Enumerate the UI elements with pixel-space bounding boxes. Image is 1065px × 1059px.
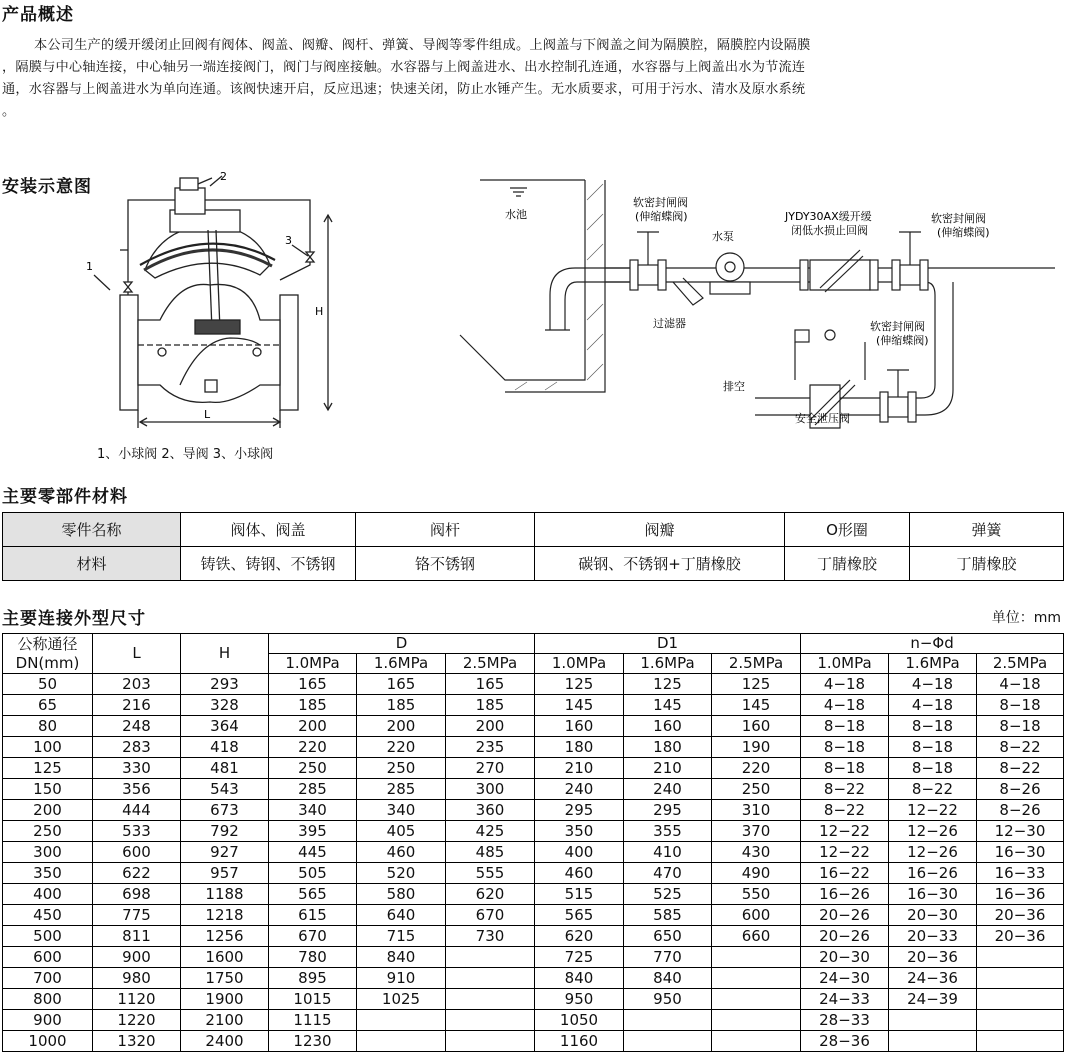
header-dn [3,634,93,674]
table-cell: 698 [93,884,181,905]
label-gate3-b: (伸缩蝶阀) [876,334,929,347]
table-cell: 895 [269,968,357,989]
header-dn-a: 公称通径 [17,634,78,653]
table-row [3,695,1064,716]
table-cell: 515 [535,884,624,905]
table-cell: 490 [712,863,801,884]
table-cell: 250 [269,758,357,779]
table-cell: 410 [624,842,712,863]
header-d1: D1 [535,634,801,654]
table-cell: 12−22 [889,800,977,821]
install-title: 安装示意图 [2,177,92,197]
table-cell: 418 [181,737,269,758]
table-cell: 100 [3,737,93,758]
table-cell: 8−26 [977,779,1064,800]
table-cell [712,989,801,1010]
table-cell [977,968,1064,989]
label-gate1-b: (伸缩蝶阀) [635,210,688,223]
table-cell: 840 [535,968,624,989]
table-cell: 450 [3,905,93,926]
header-pressure: 2.5MPa [446,654,535,674]
table-cell [357,1010,446,1031]
table-cell: 1160 [535,1031,624,1052]
header-pressure: 1.6MPa [889,654,977,674]
table-cell: 16−30 [889,884,977,905]
table-cell: 250 [357,758,446,779]
table-cell: 235 [446,737,535,758]
table-row [3,1031,1064,1052]
table-cell: 165 [269,674,357,695]
table-cell: 1256 [181,926,269,947]
table-cell: 20−36 [977,905,1064,926]
header-pressure: 1.6MPa [357,654,446,674]
table-cell: 铬不锈钢 [356,547,535,581]
table-cell: 弹簧 [910,513,1064,547]
table-cell: 950 [624,989,712,1010]
table-cell: 660 [712,926,801,947]
table-row [3,758,1064,779]
table-cell: 180 [535,737,624,758]
table-cell: 240 [535,779,624,800]
table-cell: 430 [712,842,801,863]
table-cell: 285 [269,779,357,800]
table-row [3,737,1064,758]
table-cell: 1000 [3,1031,93,1052]
table-cell: 725 [535,947,624,968]
system-diagram [455,170,1065,440]
table-cell: 800 [3,989,93,1010]
table-cell: 364 [181,716,269,737]
table-cell: 125 [535,674,624,695]
table-cell: 200 [269,716,357,737]
table-cell: 4−18 [801,674,889,695]
table-cell: 356 [93,779,181,800]
header-pressure: 1.0MPa [269,654,357,674]
table-cell: 165 [446,674,535,695]
table-cell: 12−26 [889,842,977,863]
table-cell: 210 [624,758,712,779]
table-cell: 1050 [535,1010,624,1031]
table-cell: 16−26 [889,863,977,884]
table-cell: 445 [269,842,357,863]
table-cell [446,947,535,968]
table-cell: 295 [535,800,624,821]
table-cell: 12−30 [977,821,1064,842]
table-cell: 500 [3,926,93,947]
table-cell: 1188 [181,884,269,905]
label-check-a: JYDY30AX缓开缓 [785,210,872,223]
table-cell: 840 [624,968,712,989]
table-cell: 900 [93,947,181,968]
header-pressure: 2.5MPa [712,654,801,674]
table-cell: 400 [535,842,624,863]
table-cell: 250 [712,779,801,800]
table-cell: 350 [535,821,624,842]
table-cell: 16−30 [977,842,1064,863]
table-cell: 12−26 [889,821,977,842]
table-cell: 1115 [269,1010,357,1031]
label-gate2-b: (伸缩蝶阀) [937,226,990,239]
table-cell: 1320 [93,1031,181,1052]
table-cell: 2100 [181,1010,269,1031]
table-cell: 145 [624,695,712,716]
table-row [3,821,1064,842]
table-cell: 1600 [181,947,269,968]
table-cell: 28−36 [801,1031,889,1052]
table-cell: 670 [269,926,357,947]
table-cell: 1230 [269,1031,357,1052]
table-cell: 16−26 [801,884,889,905]
table-cell: 350 [3,863,93,884]
table-cell: 957 [181,863,269,884]
table-cell: 481 [181,758,269,779]
table-cell: 425 [446,821,535,842]
table-row [3,947,1064,968]
table-cell: 220 [712,758,801,779]
label-relief: 安全泄压阀 [795,412,850,425]
table-cell: 20−36 [977,926,1064,947]
table-cell: 340 [269,800,357,821]
table-cell: 4−18 [889,695,977,716]
table-cell: 220 [269,737,357,758]
table-cell: 24−39 [889,989,977,1010]
table-cell: 24−30 [801,968,889,989]
table-cell: 622 [93,863,181,884]
table-cell: 180 [624,737,712,758]
dimensions-title: 主要连接外型尺寸 [2,609,146,629]
table-cell [446,968,535,989]
table-cell: 585 [624,905,712,926]
table-cell: 600 [712,905,801,926]
overview-paragraph [2,35,1064,123]
table-cell: 770 [624,947,712,968]
table-cell: 285 [357,779,446,800]
table-cell [712,947,801,968]
header-pressure: 1.0MPa [535,654,624,674]
table-cell: 8−22 [977,737,1064,758]
table-row [3,926,1064,947]
table-cell: 580 [357,884,446,905]
header-nd: n−Φd [801,634,1064,654]
table-row [3,989,1064,1010]
table-cell: 293 [181,674,269,695]
label-filter: 过滤器 [653,317,686,330]
table-cell: 300 [3,842,93,863]
table-cell: 16−33 [977,863,1064,884]
materials-header-row [3,513,1064,547]
table-cell: 203 [93,674,181,695]
header-d: D [269,634,535,654]
table-cell [446,989,535,1010]
label-pool: 水池 [505,208,527,221]
table-cell: 950 [535,989,624,1010]
table-row [3,716,1064,737]
table-cell: 12−22 [801,821,889,842]
table-cell: 丁腈橡胶 [910,547,1064,581]
table-cell [889,1010,977,1031]
table-cell: 295 [624,800,712,821]
label-gate1-a: 软密封闸阀 [633,196,688,209]
table-cell: 8−22 [889,779,977,800]
table-cell: 673 [181,800,269,821]
table-cell: O形圈 [785,513,910,547]
table-cell: 16−22 [801,863,889,884]
table-cell: 125 [3,758,93,779]
table-cell: 355 [624,821,712,842]
header-l: L [93,634,181,674]
table-cell: 565 [269,884,357,905]
materials-table [2,512,1064,581]
label-gate2-a: 软密封闸阀 [931,212,986,225]
table-cell: 550 [712,884,801,905]
table-cell: 370 [712,821,801,842]
unit-label: 单位：mm [991,610,1061,626]
table-cell: 620 [446,884,535,905]
table-cell: 8−18 [801,737,889,758]
table-cell: 200 [446,716,535,737]
table-cell: 铸铁、铸钢、不锈钢 [181,547,356,581]
table-cell: 1120 [93,989,181,1010]
table-row [3,884,1064,905]
table-cell: 980 [93,968,181,989]
table-cell: 533 [93,821,181,842]
overview-line: 。 [2,104,16,119]
table-cell: 150 [3,779,93,800]
table-cell: 395 [269,821,357,842]
table-cell: 材料 [3,547,181,581]
label-gate3-a: 软密封闸阀 [870,320,925,333]
table-cell [446,1031,535,1052]
table-cell: 715 [357,926,446,947]
table-cell: 840 [357,947,446,968]
header-dn-b: DN(mm) [15,653,80,672]
table-cell: 185 [357,695,446,716]
table-cell: 543 [181,779,269,800]
table-cell: 16−36 [977,884,1064,905]
table-cell: 阀瓣 [535,513,785,547]
table-cell: 50 [3,674,93,695]
table-cell: 125 [712,674,801,695]
table-cell: 328 [181,695,269,716]
table-cell: 8−18 [977,716,1064,737]
table-cell: 505 [269,863,357,884]
overview-line: 本公司生产的缓开缓闭止回阀有阀体、阀盖、阀瓣、阀杆、弹簧、导阀等零件组成。上阀盖与下阀盖之间为隔膜腔，隔膜腔内设隔膜 [34,38,811,53]
table-cell: 470 [624,863,712,884]
table-cell: 520 [357,863,446,884]
table-row [3,800,1064,821]
table-cell: 8−18 [889,737,977,758]
valve-drawing [80,170,360,440]
table-cell: 185 [269,695,357,716]
table-cell: 165 [357,674,446,695]
table-cell: 8−22 [977,758,1064,779]
table-cell: 250 [3,821,93,842]
table-row [3,779,1064,800]
table-cell: 310 [712,800,801,821]
table-cell: 4−18 [889,674,977,695]
label-pump: 水泵 [712,230,734,243]
table-cell: 8−18 [889,758,977,779]
table-cell: 270 [446,758,535,779]
table-cell: 8−22 [801,779,889,800]
overview-line: ，隔膜与中心轴连接，中心轴另一端连接阀门，阀门与阀座接触。水容器与上阀盖进水、出水控制孔连通，水容器与上阀盖出水为节流连 [2,60,806,75]
table-cell: 8−22 [801,800,889,821]
table-cell: 20−30 [801,947,889,968]
table-cell [977,947,1064,968]
table-cell: 20−36 [889,947,977,968]
header-pressure: 1.6MPa [624,654,712,674]
table-cell: 650 [624,926,712,947]
table-cell: 555 [446,863,535,884]
table-cell: 8−18 [801,758,889,779]
label-drain: 排空 [723,380,745,393]
table-cell: 220 [357,737,446,758]
table-cell: 405 [357,821,446,842]
table-cell: 1218 [181,905,269,926]
header-h: H [181,634,269,674]
table-cell: 160 [712,716,801,737]
materials-title: 主要零部件材料 [2,487,128,507]
table-cell: 20−26 [801,926,889,947]
valve-label-1: 1 [86,260,93,273]
table-cell: 145 [712,695,801,716]
table-row [3,842,1064,863]
table-cell: 145 [535,695,624,716]
table-cell: 283 [93,737,181,758]
table-cell: 碳钢、不锈钢+丁腈橡胶 [535,547,785,581]
table-cell: 1015 [269,989,357,1010]
table-row [3,674,1064,695]
table-row [3,1010,1064,1031]
table-cell: 927 [181,842,269,863]
table-cell: 190 [712,737,801,758]
table-cell: 65 [3,695,93,716]
table-cell: 565 [535,905,624,926]
table-cell: 444 [93,800,181,821]
table-cell: 775 [93,905,181,926]
header-pressure: 1.0MPa [801,654,889,674]
table-cell: 780 [269,947,357,968]
table-cell: 900 [3,1010,93,1031]
table-cell: 200 [3,800,93,821]
table-cell: 615 [269,905,357,926]
label-check-b: 闭低水损止回阀 [791,224,868,237]
table-cell: 792 [181,821,269,842]
table-cell: 811 [93,926,181,947]
table-cell: 670 [446,905,535,926]
table-cell: 600 [93,842,181,863]
table-cell: 200 [357,716,446,737]
table-cell: 1750 [181,968,269,989]
table-row [3,905,1064,926]
table-cell: 400 [3,884,93,905]
table-cell: 8−26 [977,800,1064,821]
table-cell: 340 [357,800,446,821]
table-cell: 24−36 [889,968,977,989]
table-cell: 28−33 [801,1010,889,1031]
dimensions-header-row [3,634,1064,654]
table-cell [889,1031,977,1052]
table-cell [977,989,1064,1010]
table-cell [624,1010,712,1031]
table-cell: 20−33 [889,926,977,947]
table-cell: 360 [446,800,535,821]
table-cell: 730 [446,926,535,947]
table-cell: 1220 [93,1010,181,1031]
table-cell: 330 [93,758,181,779]
table-cell [977,1010,1064,1031]
table-cell: 1900 [181,989,269,1010]
table-cell: 240 [624,779,712,800]
table-cell: 8−18 [801,716,889,737]
table-cell: 700 [3,968,93,989]
table-cell [977,1031,1064,1052]
table-cell: 24−33 [801,989,889,1010]
table-cell [624,1031,712,1052]
valve-label-2: 2 [220,170,227,183]
table-cell: 300 [446,779,535,800]
header-pressure: 2.5MPa [977,654,1064,674]
valve-caption: 1、小球阀 2、导阀 3、小球阀 [97,447,274,462]
valve-dim-h: H [315,305,324,318]
table-cell: 185 [446,695,535,716]
table-cell: 20−26 [801,905,889,926]
table-cell [446,1010,535,1031]
table-cell: 80 [3,716,93,737]
table-cell: 620 [535,926,624,947]
dimensions-table [2,633,1064,1052]
table-cell: 8−18 [977,695,1064,716]
overview-line: 通，水容器与上阀盖进水为单向连通。该阀快速开启，反应迅速；快速关闭，防止水锤产生。无水质要求，可用于污水、清水及原水系统 [2,82,806,97]
table-cell: 零件名称 [3,513,181,547]
table-cell: 12−22 [801,842,889,863]
table-cell [712,1031,801,1052]
table-cell: 4−18 [801,695,889,716]
table-cell: 125 [624,674,712,695]
table-cell: 600 [3,947,93,968]
table-cell: 160 [624,716,712,737]
table-cell: 216 [93,695,181,716]
table-cell: 阀体、阀盖 [181,513,356,547]
valve-label-3: 3 [285,234,292,247]
table-cell: 485 [446,842,535,863]
valve-dim-l: L [204,408,211,421]
table-cell: 丁腈橡胶 [785,547,910,581]
materials-row [3,547,1064,581]
overview-title: 产品概述 [2,5,74,25]
table-cell: 460 [357,842,446,863]
table-row [3,968,1064,989]
table-cell: 210 [535,758,624,779]
table-cell: 460 [535,863,624,884]
table-cell: 阀杆 [356,513,535,547]
table-cell [712,968,801,989]
table-cell [357,1031,446,1052]
table-cell: 1025 [357,989,446,1010]
table-cell: 525 [624,884,712,905]
table-cell: 248 [93,716,181,737]
table-cell [712,1010,801,1031]
table-cell: 2400 [181,1031,269,1052]
table-cell: 4−18 [977,674,1064,695]
table-cell: 8−18 [889,716,977,737]
table-row [3,863,1064,884]
table-cell: 20−30 [889,905,977,926]
table-cell: 910 [357,968,446,989]
table-cell: 160 [535,716,624,737]
table-cell: 640 [357,905,446,926]
